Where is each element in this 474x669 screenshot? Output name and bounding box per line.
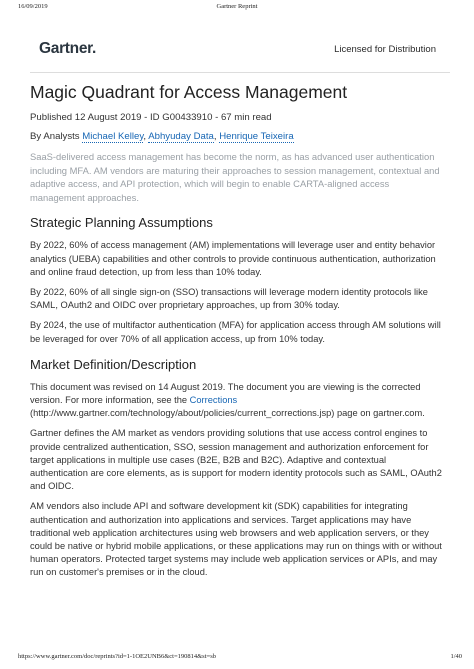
market-definition-heading: Market Definition/Description <box>30 356 197 372</box>
market-paragraph: AM vendors also include API and software development kit (SDK) capabilities for integrating authentication and authorization into applications and services. Target applications may have traditional web application architectures using web browsers and web application servers, or they could be native or hybrid mobile applications, or these applications may run on things with or without human operators. Protected target systems may include web application services or APIs, and may run on customer's premises or in the cloud. <box>30 501 442 578</box>
license-label: Licensed for Distribution <box>334 44 436 55</box>
print-date: 16/09/2019 <box>18 3 48 10</box>
gartner-logo[interactable] <box>39 40 96 58</box>
corrections-link[interactable]: Corrections <box>189 395 238 405</box>
corrections-url: (http://www.gartner.com/technology/about/policies/current_corrections.jsp) <box>30 408 335 419</box>
article <box>30 76 442 587</box>
analyst-link-teixeira[interactable]: Henrique Teixeira <box>219 131 294 142</box>
market-paragraph: Gartner defines the AM market as vendors providing solutions that use access control engines to provide centralized authentication, SSO, session management and authorization enforcement for target applications in multiple use cases (B2E, B2B and B2C). Adaptive and contextual authentication are core elements, as is support for modern identity protocols such as SAML, OAuth2 and OIDC. <box>30 428 442 492</box>
assumption-paragraph: By 2022, 60% of all single sign-on (SSO) transactions will leverage modern identity protocols like SAML, OAuth2 and OIDC over proprietary approaches, up from 30% today. <box>30 286 428 311</box>
analyst-link-kelley[interactable]: Michael Kelley <box>82 131 144 142</box>
logo-text: Gartner <box>39 40 93 57</box>
article-summary: SaaS-delivered access management has become the norm, as has advanced user authentication including MFA. AM vendors are maturing their approaches to session management, contextual and adaptive access, and API protection, which will begin to enable CARTA-aligned access management approaches. <box>30 151 440 203</box>
analysts-line <box>30 131 442 143</box>
assumption-paragraph: By 2024, the use of multifactor authentication (MFA) for application access through AM solutions will be leveraged for over 70% of all application access, up from 10% today. <box>30 320 441 344</box>
analyst-link-data[interactable]: Abhyuday Data <box>148 131 214 142</box>
analyst-separator: , <box>143 131 149 142</box>
revision-suffix: page on gartner.com. <box>334 408 425 419</box>
analysts-prefix: By Analysts <box>30 131 83 142</box>
print-url: https://www.gartner.com/doc/reprints?id=1-1OE2UNB6&ct=190814&st=sb <box>18 653 216 660</box>
publication-meta: Published 12 August 2019 - ID G00433910 - 67 min read <box>30 112 272 123</box>
brand-bar <box>30 28 450 73</box>
assumptions-heading: Strategic Planning Assumptions <box>30 215 213 231</box>
print-footer <box>0 653 474 665</box>
print-header <box>0 3 474 15</box>
print-title: Gartner Reprint <box>216 3 258 10</box>
revision-note <box>30 381 442 421</box>
assumption-paragraph: By 2022, 60% of access management (AM) implementations will leverage user and entity behavior analytics (UEBA) capabilities and other controls to provide continuous authentication, authorization and online fraud detection, up from less than 10% today. <box>30 240 436 277</box>
logo-dot: . <box>92 40 97 57</box>
analyst-separator: , <box>213 131 220 142</box>
print-page-number: 1/40 <box>450 653 462 660</box>
revision-prefix: This document was revised on 14 August 2019. The document you are viewing is the corrected version. For more information, see the <box>30 381 421 405</box>
page-title: Magic Quadrant for Access Management <box>30 82 348 102</box>
